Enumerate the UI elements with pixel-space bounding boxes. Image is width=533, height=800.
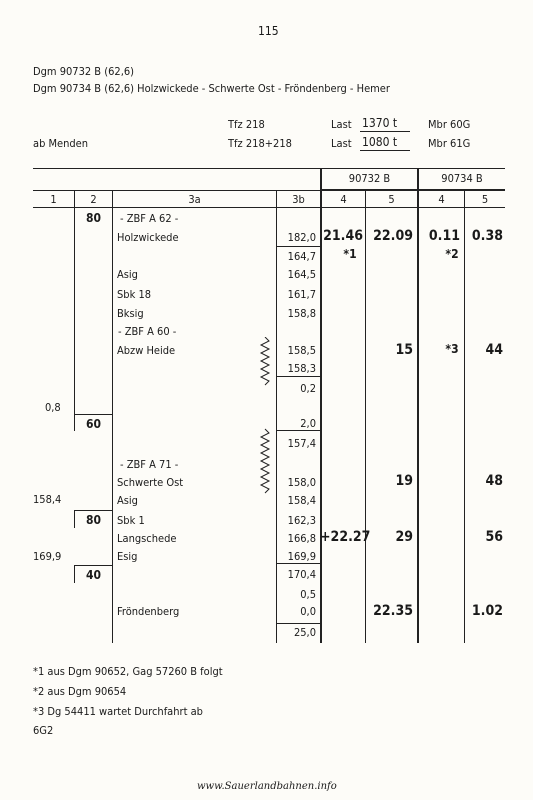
km-value: 157,4 <box>287 437 316 450</box>
last-label-1: Last <box>331 118 352 131</box>
train-90734-header: 90734 B <box>441 172 483 185</box>
km-position: 158,4 <box>33 493 62 506</box>
km-position: 0,8 <box>45 401 61 414</box>
train-90732-header: 90732 B <box>348 172 391 185</box>
station-name: Bksig <box>117 307 144 320</box>
mbr-1: Mbr 60G <box>428 118 471 131</box>
km-value: 158,8 <box>287 307 316 320</box>
train-title-2: Dgm 90734 B (62,6) Holzwickede - Schwerte Ost - Fröndenberg - Hemer <box>33 82 390 95</box>
watermark: www.Sauerlandbahnen.info <box>197 781 337 792</box>
station-name: Sbk 1 <box>117 514 145 527</box>
time-90732-col5: 22.09 <box>373 228 413 244</box>
km-value: 0,2 <box>300 382 316 395</box>
col-header-1: 1 <box>50 193 57 206</box>
speed-limit: 80 <box>85 211 102 225</box>
time-90732-col5: 15 <box>395 342 413 358</box>
km-value: 0,0 <box>300 605 316 618</box>
last-label-2: Last <box>331 137 352 150</box>
time-90734-col5: 48 <box>485 473 503 489</box>
col-header-5a: 5 <box>388 193 395 206</box>
footnote: *2 aus Dgm 90654 <box>33 685 127 698</box>
page-number: 115 <box>258 24 279 38</box>
station-name: Asig <box>117 268 138 281</box>
station-name: Abzw Heide <box>117 344 176 357</box>
col-header-3b: 3b <box>292 193 305 206</box>
time-90734-col5: 44 <box>485 342 503 358</box>
km-value: 158,3 <box>287 362 316 375</box>
station-name: Schwerte Ost <box>117 476 184 489</box>
zigzag-marker <box>258 337 272 495</box>
station-name: Fröndenberg <box>117 605 180 618</box>
footnote: *1 aus Dgm 90652, Gag 57260 B folgt <box>33 665 223 678</box>
zbf-label: - ZBF A 71 - <box>120 458 179 471</box>
time-90732-col5: 29 <box>395 529 413 545</box>
time-90734-col5: 0.38 <box>471 228 503 244</box>
time-90734-col4: 0.11 <box>428 228 460 244</box>
col-header-3a: 3a <box>188 193 201 206</box>
km-value: 161,7 <box>287 288 316 301</box>
station-name: Langschede <box>117 532 177 545</box>
km-position: 169,9 <box>33 550 62 563</box>
ab-menden: ab Menden <box>33 137 89 150</box>
km-value: 166,8 <box>287 532 316 545</box>
km-value: 164,7 <box>287 250 316 263</box>
km-value: 158,4 <box>287 494 316 507</box>
col-header-4a: 4 <box>340 193 347 206</box>
km-value: 0,5 <box>300 588 316 601</box>
speed-limit: 80 <box>85 513 102 527</box>
station-name: Sbk 18 <box>117 288 152 301</box>
tfz-1: Tfz 218 <box>228 118 265 131</box>
speed-limit: 60 <box>85 417 102 431</box>
km-value: 162,3 <box>287 514 316 527</box>
last-value-1: 1370 t <box>362 116 398 130</box>
time-90732-col4: 21.46 <box>323 228 363 244</box>
mbr-2: Mbr 61G <box>428 137 471 150</box>
time-90732-col4: +22.27 <box>320 529 371 545</box>
time-90734-col5: 56 <box>485 529 503 545</box>
time-90732-col5: 22.35 <box>373 603 413 619</box>
speed-limit: 40 <box>85 568 102 582</box>
km-value: 182,0 <box>287 231 316 244</box>
col-header-5b: 5 <box>481 193 489 206</box>
km-value: 158,0 <box>287 476 316 489</box>
km-value: 2,0 <box>300 417 316 430</box>
train-title-1: Dgm 90732 B (62,6) <box>33 65 134 78</box>
note-marker: *1 <box>343 247 357 261</box>
station-name: Asig <box>117 494 138 507</box>
note-marker: *2 <box>445 247 459 261</box>
time-90732-col5: 19 <box>395 473 413 489</box>
footnote: *3 Dg 54411 wartet Durchfahrt ab <box>33 705 203 718</box>
tfz-2: Tfz 218+218 <box>228 137 292 150</box>
station-name: Holzwickede <box>117 231 179 244</box>
station-name: Esig <box>117 550 138 563</box>
note-marker: *3 <box>445 342 459 356</box>
zbf-label: - ZBF A 62 - <box>120 212 179 225</box>
col-header-2: 2 <box>90 193 97 206</box>
km-value: 25,0 <box>293 626 316 639</box>
document-code: 6G2 <box>33 724 54 737</box>
km-value: 170,4 <box>287 568 316 581</box>
zbf-label: - ZBF A 60 - <box>118 325 177 338</box>
col-header-4b: 4 <box>438 193 445 206</box>
km-value: 164,5 <box>287 268 316 281</box>
km-value: 169,9 <box>287 550 316 563</box>
km-value: 158,5 <box>287 344 316 357</box>
time-90734-col5: 1.02 <box>471 603 503 619</box>
last-value-2: 1080 t <box>362 135 398 149</box>
